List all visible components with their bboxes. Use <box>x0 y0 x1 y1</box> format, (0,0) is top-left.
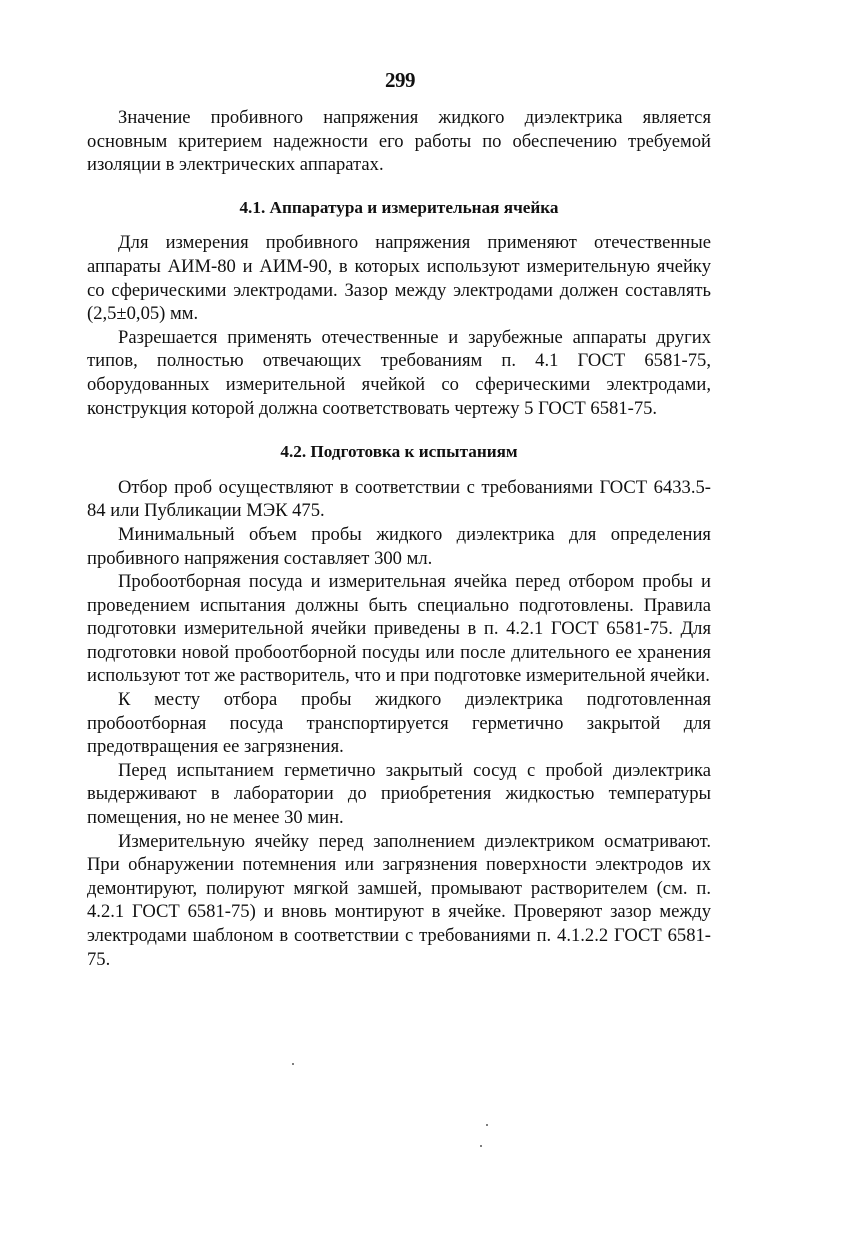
intro-paragraph: Значение пробивного напряжения жидкого диэлектрика является основным критерием надежности его работы по обеспечению требуемой изоляции в электрических аппаратах. <box>87 107 711 176</box>
section-heading-4-1: 4.1. Аппаратура и измерительная ячейка <box>239 197 559 217</box>
scan-speck <box>480 1145 482 1147</box>
scan-speck <box>486 1124 488 1126</box>
section-4-2-paragraph-4: К месту отбора пробы жидкого диэлектрика подготовленная пробоотборная посуда транспортируется герметично закрытой для предотвращения ее загрязнения. <box>87 689 711 758</box>
section-4-2-paragraph-1: Отбор проб осуществляют в соответствии с требованиями ГОСТ 6433.5-84 или Публикации МЭК 475. <box>87 476 711 522</box>
section-4-2-paragraph-5: Перед испытанием герметично закрытый сосуд с пробой диэлектрика выдерживают в лаборатории до приобретения жидкостью температуры помещения, но не менее 30 мин. <box>87 759 711 829</box>
section-4-2-paragraph-6: Измерительную ячейку перед заполнением диэлектриком осматривают. При обнаружении потемнения или загрязнения поверхности электродов их демонтируют, полируют мягкой замшей, промывают растворителем (см. п. 4.2.1 ГОСТ 6581-75) и вновь монтируют в ячейке. Проверяют зазор между электродами шаблоном в соответствии с требованиями п. 4.1.2.2 ГОСТ 6581-75. <box>87 830 711 970</box>
body-text <box>87 106 711 971</box>
section-4-1-paragraph-2: Разрешается применять отечественные и зарубежные аппараты других типов, полностью отвечающих требованиям п. 4.1 ГОСТ 6581-75, оборудованных измерительной ячейкой со сферическими электродами, конструкция которой должна соответствовать чертежу 5 ГОСТ 6581-75. <box>87 326 711 419</box>
section-4-2-paragraph-2: Минимальный объем пробы жидкого диэлектрика для определения пробивного напряжения составляет 300 мл. <box>87 523 711 569</box>
section-4-2-paragraph-3: Пробоотборная посуда и измерительная ячейка перед отбором пробы и проведением испытания должны быть специально подготовлены. Правила подготовки измерительной ячейки приведены в п. 4.2.1 ГОСТ 6581-75. Для подготовки новой пробоотборной посуды или после длительного ее хранения используют тот же растворитель, что и при подготовке измерительной ячейки. <box>87 571 711 687</box>
scan-speck <box>292 1063 294 1065</box>
page-number: 299 <box>385 68 415 92</box>
section-4-1-paragraph-1: Для измерения пробивного напряжения применяют отечественные аппараты АИМ-80 и АИМ-90, в которых используют измерительную ячейку со сферическими электродами. Зазор между электродами должен составлять (2,5±0,05) мм. <box>87 232 711 325</box>
section-heading-4-2: 4.2. Подготовка к испытаниям <box>280 442 518 462</box>
